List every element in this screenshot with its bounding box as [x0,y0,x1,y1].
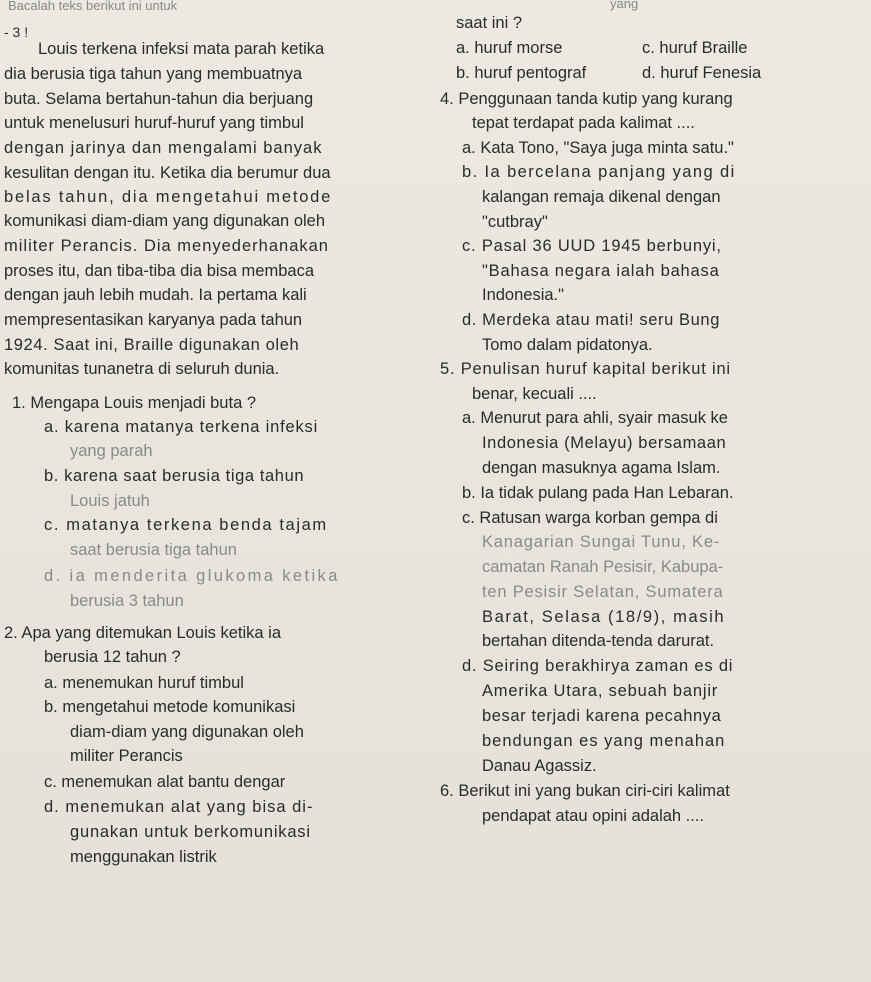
passage-line: komunikasi diam-diam yang digunakan oleh [4,212,326,230]
option-b[interactable]: b. Ia tidak pulang pada Han Lebaran. [462,484,734,502]
option-d[interactable]: d. huruf Fenesia [642,64,762,82]
question-text: berusia 12 tahun ? [44,648,181,666]
passage-line: proses itu, dan tiba-tiba dia bisa membaca [4,262,315,280]
option-d[interactable]: d. menemukan alat yang bisa di- [44,798,314,816]
option-b[interactable]: b. mengetahui metode komunikasi [44,698,296,716]
option-text: menggunakan listrik [70,848,217,866]
passage-line: mempresentasikan karyanya pada tahun [4,311,303,329]
option-a[interactable]: a. karena matanya terkena infeksi [44,418,319,436]
option-text: yang parah [70,442,153,460]
passage-line: Louis terkena infeksi mata parah ketika [38,40,325,58]
option-text: Amerika Utara, sebuah banjir [482,682,719,700]
passage-line: 1924. Saat ini, Braille digunakan oleh [4,336,300,354]
option-text: bendungan es yang menahan [482,732,726,750]
question-text: benar, kecuali .... [472,385,597,403]
option-text: gunakan untuk berkomunikasi [70,823,311,841]
passage-line: kesulitan dengan itu. Ketika dia berumur dua [4,164,331,182]
option-text: "cutbray" [482,213,548,231]
question-2: 2. Apa yang ditemukan Louis ketika ia [4,624,282,642]
option-text: bertahan ditenda-tenda darurat. [482,632,715,650]
option-text: "Bahasa negara ialah bahasa [482,262,720,280]
option-text: dengan masuknya agama Islam. [482,459,721,477]
option-text: Indonesia (Melayu) bersamaan [482,434,727,452]
question-5: 5. Penulisan huruf kapital berikut ini [440,360,731,378]
question-4: 4. Penggunaan tanda kutip yang kurang [440,90,733,108]
option-b[interactable]: b. karena saat berusia tiga tahun [44,467,305,485]
option-text: saat berusia tiga tahun [70,541,237,559]
option-a[interactable]: a. menemukan huruf timbul [44,674,244,692]
option-c[interactable]: c. menemukan alat bantu dengar [44,773,286,791]
option-text: ten Pesisir Selatan, Sumatera [482,583,724,601]
option-text: Danau Agassiz. [482,757,597,775]
option-text: Tomo dalam pidatonya. [482,336,653,354]
option-text: diam-diam yang digunakan oleh [70,723,304,741]
question-6: 6. Berikut ini yang bukan ciri-ciri kalimat [440,782,730,800]
question-1: 1. Mengapa Louis menjadi buta ? [12,394,257,412]
question-3-tail: saat ini ? [456,14,523,32]
option-c[interactable]: c. Ratusan warga korban gempa di [462,509,718,527]
option-b[interactable]: b. huruf pentograf [456,64,587,82]
passage-line: belas tahun, dia mengetahui metode [4,188,333,206]
option-text: kalangan remaja dikenal dengan [482,188,721,206]
passage-line: untuk menelusuri huruf-huruf yang timbul [4,114,304,132]
option-d[interactable]: d. ia menderita glukoma ketika [44,567,340,585]
question-text: tepat terdapat pada kalimat .... [472,114,695,132]
option-c[interactable]: c. huruf Braille [642,39,748,57]
passage-line: dia berusia tiga tahun yang membuatnya [4,65,303,83]
option-c[interactable]: c. matanya terkena benda tajam [44,516,328,534]
option-text: Kanagarian Sungai Tunu, Ke- [482,533,721,551]
option-a[interactable]: a. Menurut para ahli, syair masuk ke [462,409,728,427]
option-text: camatan Ranah Pesisir, Kabupa- [482,558,724,576]
option-text: berusia 3 tahun [70,592,184,610]
option-text: Barat, Selasa (18/9), masih [482,608,726,626]
option-d[interactable]: d. Seiring berakhirya zaman es di [462,657,734,675]
option-a[interactable]: a. Kata Tono, "Saya juga minta satu." [462,139,734,157]
passage-line: buta. Selama bertahun-tahun dia berjuang [4,90,314,108]
option-d[interactable]: d. Merdeka atau mati! seru Bung [462,311,720,329]
option-text: Indonesia." [482,286,565,304]
passage-line: dengan jauh lebih mudah. Ia pertama kali [4,286,307,304]
question-text: pendapat atau opini adalah .... [482,807,705,825]
passage-line: komunitas tunanetra di seluruh dunia. [4,360,280,378]
option-text: militer Perancis [70,747,183,765]
option-a[interactable]: a. huruf morse [456,39,563,57]
option-c[interactable]: c. Pasal 36 UUD 1945 berbunyi, [462,237,722,255]
passage-line: dengan jarinya dan mengalami banyak [4,139,323,157]
passage-line: militer Perancis. Dia menyederhanakan [4,237,329,255]
header-cut: Bacalah teks berikut ini untuk [8,0,178,13]
top-cut-text: yang [610,0,639,11]
option-text: besar terjadi karena pecahnya [482,707,722,725]
header-number: - 3 ! [4,24,29,40]
option-b[interactable]: b. Ia bercelana panjang yang di [462,163,736,181]
option-text: Louis jatuh [70,492,150,510]
